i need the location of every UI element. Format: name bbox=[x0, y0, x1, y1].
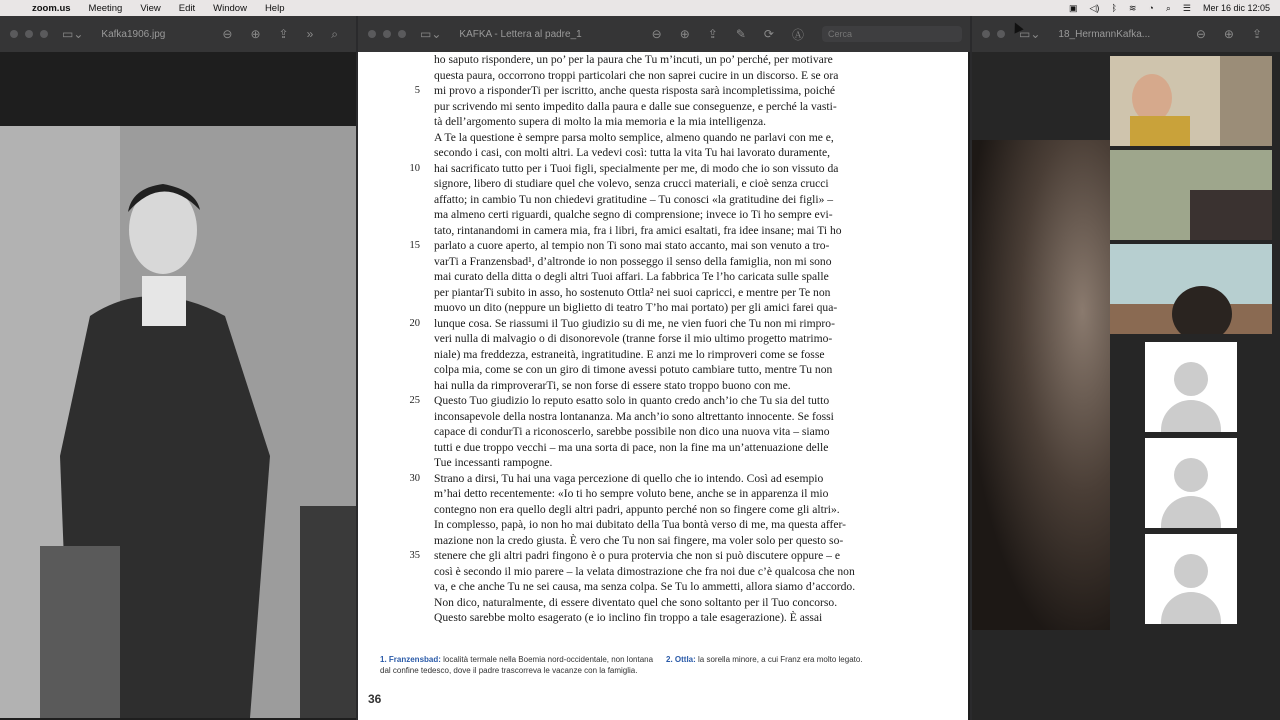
close-button[interactable] bbox=[368, 30, 376, 38]
zoom-out-icon[interactable]: ⊖ bbox=[222, 27, 233, 41]
text-line bbox=[434, 52, 934, 68]
text-line bbox=[434, 564, 934, 580]
participant-video bbox=[1110, 150, 1272, 240]
line-number: 10 bbox=[409, 162, 420, 174]
wifi-off-icon[interactable]: ≋ bbox=[1128, 2, 1137, 13]
titlebar bbox=[358, 16, 970, 52]
line-number: 20 bbox=[409, 317, 420, 329]
line-text: tà dell’argomento supera di molto la mia memoria e la mia intelligenza. bbox=[434, 115, 767, 128]
line-number: 5 bbox=[414, 85, 420, 96]
line-text: affatto; in cambio Tu non chiedevi gratitudine – Tu conosci «la gratitudine dei figli» – bbox=[434, 192, 834, 206]
line-text: ho saputo rispondere, un po’ per la paura che Tu m’incuti, un po’ perché, per motivare bbox=[434, 53, 833, 66]
video-tile-1[interactable] bbox=[1110, 56, 1272, 146]
text-lines bbox=[409, 52, 934, 626]
line-text: m’hai detto recentemente: «Io ti ho sempre voluto bene, anche se in apparenza il mio bbox=[434, 487, 829, 500]
line-text: varTi a Franzensbad¹, d’altronde io non posseggo il senso della famiglia, non mi sono bbox=[434, 254, 832, 268]
line-text: secondo i casi, con molti altri. La vedevi così: tutta la vita Tu hai lavorato duramente, bbox=[434, 146, 831, 159]
line-number: 15 bbox=[409, 240, 420, 251]
video-tile-3[interactable] bbox=[1110, 244, 1272, 334]
footnotes bbox=[380, 654, 940, 676]
share-icon[interactable]: ⇪ bbox=[1251, 27, 1262, 41]
zoom-in-icon[interactable]: ⊕ bbox=[250, 27, 261, 41]
more-icon[interactable]: » bbox=[306, 27, 314, 41]
text-line bbox=[434, 68, 934, 84]
line-text: parlato a cuore aperto, al tempio non Ti sono mai stato accanto, mai son venuto a tro- bbox=[434, 239, 830, 252]
text-line bbox=[434, 331, 934, 347]
minimize-button[interactable] bbox=[25, 30, 33, 38]
zoom-status-icon[interactable]: ▣ bbox=[1069, 2, 1078, 13]
zoom-in-icon[interactable]: ⊕ bbox=[679, 27, 690, 41]
text-line bbox=[434, 409, 934, 425]
text-line bbox=[434, 440, 934, 456]
traffic-lights bbox=[10, 30, 48, 38]
video-tile-6[interactable] bbox=[1110, 534, 1272, 624]
text-line bbox=[434, 533, 934, 549]
text-line bbox=[434, 254, 934, 270]
window-title: KAFKA - Lettera al padre_1 bbox=[459, 28, 582, 40]
text-line bbox=[409, 316, 934, 332]
text-line bbox=[434, 207, 934, 223]
line-text: veri nulla di malvagio o di disonorevole (tranne forse il mio ultimo progetto matrimo- bbox=[434, 332, 833, 345]
line-text: così è secondo il mio parere – la velata dimostrazione che fra noi due c’è qualcosa che non bbox=[434, 564, 855, 578]
text-line bbox=[434, 378, 934, 394]
menu-bar bbox=[0, 0, 1280, 16]
rotate-icon[interactable]: ⟳ bbox=[763, 27, 774, 41]
line-text: muovo un dito (neppure un biglietto di teatro T’ho mai portato) per gli amici farei qua- bbox=[434, 301, 838, 314]
titlebar bbox=[0, 16, 356, 52]
menu-edit[interactable]: Edit bbox=[178, 2, 196, 14]
line-text: Non dico, naturalmente, di essere diventato quel che sono soltanto per il Tuo concorso. bbox=[434, 595, 838, 609]
sidebar-toggle-icon[interactable]: ▭⌄ bbox=[1019, 27, 1041, 41]
text-line bbox=[434, 455, 934, 471]
document-page[interactable] bbox=[358, 52, 968, 720]
kafka-portrait-drawing bbox=[0, 126, 356, 718]
footnote-2: 2. Ottla: la sorella minore, a cui Franz era molto legato. bbox=[666, 655, 863, 664]
preview-window-document bbox=[358, 16, 970, 720]
close-button[interactable] bbox=[982, 30, 990, 38]
preview-window-hermann bbox=[972, 16, 1280, 720]
text-line bbox=[434, 347, 934, 363]
menu-app-name[interactable]: zoom.us bbox=[32, 2, 71, 14]
line-text: niale) ma freddezza, estraneità, ingratitudine. E anzi me lo rimproveri come se fosse bbox=[434, 347, 825, 361]
zoom-button[interactable] bbox=[40, 30, 48, 38]
window-title: Kafka1906.jpg bbox=[101, 28, 166, 40]
line-text: Questo sarebbe molto esagerato (e io inclino fin troppo a tale esagerazione). È assai bbox=[434, 611, 823, 624]
line-text: inconsapevole della nostra lontananza. Ma anch’io sono altrettanto innocente. Se fossi bbox=[434, 409, 834, 423]
line-text: ma almeno certi riguardi, qualche segno di comprensione; invece io Ti ho sempre evi- bbox=[434, 208, 833, 221]
text-line bbox=[434, 579, 934, 595]
control-center-icon[interactable]: ☰ bbox=[1182, 2, 1191, 13]
text-line bbox=[434, 114, 934, 130]
text-line bbox=[434, 269, 934, 285]
share-icon[interactable]: ⇪ bbox=[278, 27, 289, 41]
avatar-placeholder-icon bbox=[1145, 342, 1237, 432]
volume-icon[interactable]: ◁) bbox=[1089, 2, 1100, 13]
line-text: colpa mia, come se con un giro di timone avessi potuto cambiare tutto, mentre Tu non bbox=[434, 363, 833, 376]
time-machine-icon[interactable]: ◔ bbox=[1148, 3, 1154, 13]
text-line bbox=[434, 300, 934, 316]
search-icon[interactable]: ⌕ bbox=[331, 26, 338, 41]
line-text: Strano a dirsi, Tu hai una vaga percezione di quello che io intendo. Così ad esempio bbox=[434, 471, 824, 485]
text-line bbox=[434, 99, 934, 115]
line-text: per piantarTi subito in asso, ho sostenuto Ottla² nei suoi capricci, e mentre per Te non bbox=[434, 285, 831, 299]
line-text: contegno non era quello degli altri padri, appunto perché non so fingere come gli altri». bbox=[434, 502, 840, 516]
text-line bbox=[434, 486, 934, 502]
text-line bbox=[409, 393, 934, 409]
markup-pen-icon[interactable]: ✎ bbox=[735, 27, 746, 41]
text-line bbox=[409, 548, 934, 564]
page-number: 36 bbox=[368, 692, 382, 706]
text-line bbox=[409, 238, 934, 254]
video-tile-2[interactable] bbox=[1110, 150, 1272, 240]
spotlight-icon[interactable]: ⌕ bbox=[1165, 2, 1171, 13]
participant-video bbox=[1110, 244, 1272, 334]
text-line bbox=[434, 424, 934, 440]
bluetooth-icon[interactable]: ᛒ bbox=[1111, 3, 1117, 13]
text-line bbox=[434, 285, 934, 301]
text-line bbox=[409, 471, 934, 487]
line-text: hai nulla da rimproverarTi, se non forse di essere stato troppo buono con me. bbox=[434, 378, 791, 392]
line-text: mi provo a risponderTi per iscritto, anche questa risposta sarà incompletissima, poiché bbox=[434, 84, 836, 97]
minimize-button[interactable] bbox=[383, 30, 391, 38]
text-line bbox=[434, 192, 934, 208]
line-text: A Te la questione è sempre parsa molto semplice, almeno quando ne parlavi con me e, bbox=[434, 130, 834, 144]
traffic-lights bbox=[982, 30, 1005, 38]
line-text: hai sacrificato tutto per i Tuoi figli, specialmente per me, di modo che io son vissuto da bbox=[434, 161, 839, 175]
line-number: 30 bbox=[409, 472, 420, 484]
line-text: lunque cosa. Se riassumi il Tuo giudizio su di me, ne vien fuori che Tu non mi rimpro- bbox=[434, 316, 835, 330]
participant-video bbox=[1110, 56, 1272, 146]
line-number: 25 bbox=[409, 395, 420, 406]
text-line bbox=[434, 223, 934, 239]
line-text: capace di condurTi a riconoscerlo, sarebbe possibile non dico una nuova vita – siamo bbox=[434, 425, 830, 438]
line-text: In complesso, papà, io non ho mai dubitato della Tua bontà verso di me, ma questa affer- bbox=[434, 518, 847, 531]
line-text: pur scrivendo mi sento impedito dalla paura e dalle sue conseguenze, e perché la vasti- bbox=[434, 99, 837, 113]
menu-meeting[interactable]: Meeting bbox=[88, 2, 123, 14]
line-text: mai curato della ditta o degli altri Tuoi affari. La fabbrica Te l’ho caricata sulle spalle bbox=[434, 270, 829, 283]
text-line bbox=[409, 161, 934, 177]
line-text: signore, libero di studiare quel che volevo, senza crucci materiali, e cioè senza crucci bbox=[434, 177, 829, 190]
zoom-out-icon[interactable]: ⊖ bbox=[651, 27, 662, 41]
line-text: questa paura, occorrono troppi particolari che non saprei cucire in un discorso. E se ora bbox=[434, 68, 839, 82]
line-number: 35 bbox=[409, 550, 420, 561]
zoom-out-icon[interactable]: ⊖ bbox=[1195, 27, 1206, 41]
text-line bbox=[434, 130, 934, 146]
video-tile-5[interactable] bbox=[1110, 438, 1272, 528]
line-text: Tue incessanti rampogne. bbox=[434, 456, 553, 469]
avatar-placeholder-icon bbox=[1145, 534, 1237, 624]
hermann-kafka-portrait-image bbox=[972, 140, 1110, 630]
annotate-icon[interactable]: Ⓐ bbox=[791, 27, 804, 42]
text-line bbox=[434, 176, 934, 192]
text-line bbox=[434, 610, 934, 626]
line-text: Questo Tuo giudizio lo reputo esatto solo in quanto credo anch’io che Tu sia del tutto bbox=[434, 394, 830, 407]
preview-window-kafka-photo bbox=[0, 16, 356, 720]
text-line bbox=[434, 595, 934, 611]
zoom-button[interactable] bbox=[398, 30, 406, 38]
text-line bbox=[434, 517, 934, 533]
menu-view[interactable]: View bbox=[140, 2, 161, 14]
kafka-portrait-image bbox=[0, 126, 356, 718]
window-title: 18_HermannKafka... bbox=[1058, 28, 1151, 40]
clock[interactable]: Mer 16 dic 12:05 bbox=[1202, 3, 1270, 13]
footnote-1: 1. Franzensbad: località termale nella Boemia nord-occidentale, non lontana dal confine tedesco, dove il padre trascorreva le vacanze con la famiglia. bbox=[380, 655, 654, 675]
image-stage bbox=[972, 52, 1280, 720]
sidebar-toggle-icon[interactable]: ▭⌄ bbox=[62, 27, 84, 41]
minimize-button[interactable] bbox=[997, 30, 1005, 38]
line-text: stenere che gli altri padri fingono è o pura protervia che non si può discutere oppure – e bbox=[434, 549, 840, 562]
line-text: va, e che anche Tu ne sei causa, ma senza colpa. Se Tu lo ammetti, allora siamo d’accordo. bbox=[434, 580, 856, 593]
traffic-lights bbox=[368, 30, 406, 38]
search-input[interactable] bbox=[822, 26, 962, 42]
menu-help[interactable]: Help bbox=[264, 2, 285, 14]
video-tile-4[interactable] bbox=[1110, 342, 1272, 432]
line-text: mazione non la credo giusta. È vero che Tu non sai fingere, ma voler solo per questo so- bbox=[434, 533, 844, 547]
text-line bbox=[434, 502, 934, 518]
close-button[interactable] bbox=[10, 30, 18, 38]
sidebar-toggle-icon[interactable]: ▭⌄ bbox=[420, 27, 442, 41]
menu-window[interactable]: Window bbox=[213, 2, 247, 14]
image-stage bbox=[0, 52, 356, 720]
text-line bbox=[434, 362, 934, 378]
text-line bbox=[434, 145, 934, 161]
zoom-in-icon[interactable]: ⊕ bbox=[1223, 27, 1234, 41]
avatar-placeholder-icon bbox=[1145, 438, 1237, 528]
line-text: tato, rintanandomi in camera mia, fra i libri, fra amici esaltati, fra idee insane; mai Ti ho bbox=[434, 223, 842, 237]
text-line bbox=[414, 83, 934, 99]
share-icon[interactable]: ⇪ bbox=[707, 27, 718, 41]
line-text: tutti e due troppo vecchi – ma una sorta di pace, non la fine ma un’attenuazione delle bbox=[434, 440, 829, 454]
